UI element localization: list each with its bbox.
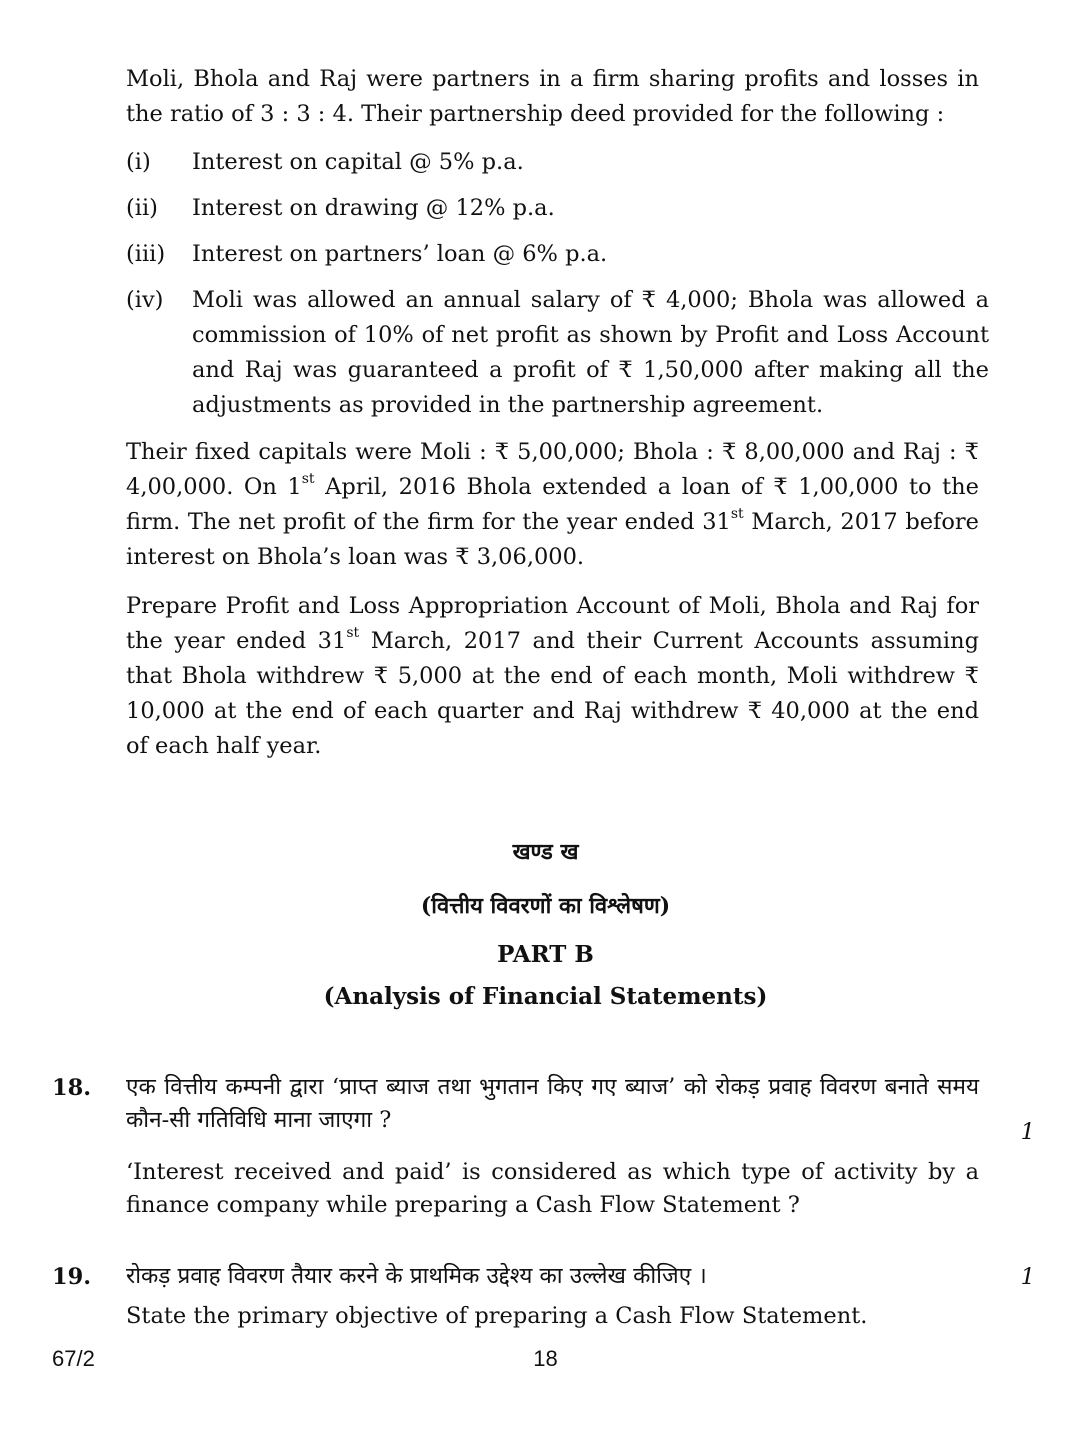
list-item-text: Interest on partners’ loan @ 6% p.a. — [192, 241, 608, 267]
section-title: PART B — [497, 941, 594, 968]
list-item-text: Interest on capital @ 5% p.a. — [192, 149, 524, 175]
question-english-text: ‘Interest received and paid’ is considered as which type of activity by a finance company while preparing a Cash Flow Statement ? — [126, 1159, 979, 1218]
list-item-text: Interest on drawing @ 12% p.a. — [192, 195, 555, 221]
list-item-number: (iv) — [126, 287, 164, 313]
superscript: st — [730, 505, 744, 522]
instruction-text-part: March, 2017 and their Current Accounts assuming that Bhola withdrew ₹ 5,000 at the end of each month, Moli withdrew ₹ 10,000 at the end of each quarter and Raj withdrew ₹ 40,000 at the end of each half year. — [126, 628, 979, 759]
instruction-paragraph — [126, 589, 979, 764]
question-english-text: State the primary objective of preparing a Cash Flow Statement. — [126, 1303, 868, 1329]
list-item-number: (iii) — [126, 241, 166, 267]
section-hindi-subtitle: (वित्तीय विवरणों का विश्लेषण) — [420, 893, 671, 919]
question-number: 18. — [52, 1075, 92, 1101]
capital-text-part: March, 2017 before interest on Bhola’s loan was ₹ 3,06,000. — [126, 509, 979, 570]
capital-text-part: Their fixed capitals were Moli : ₹ 5,00,000; Bhola : ₹ 8,00,000 and Raj : ₹ 4,00,000. On 1 — [126, 439, 979, 500]
section-hindi-title: खण्ड ख — [512, 839, 579, 865]
list-item-text: Moli was allowed an annual salary of ₹ 4,000; Bhola was allowed a commission of 10% of net profit as shown by Profit and Loss Account and Raj was guaranteed a profit of ₹ 1,50,000 after making all the adjustments as provided in the partnership agreement. — [192, 287, 989, 418]
superscript: st — [301, 470, 315, 487]
capital-paragraph — [126, 435, 979, 575]
page-number: 18 — [533, 1346, 558, 1371]
question-marks: 1 — [1020, 1264, 1035, 1290]
list-item-number: (i) — [126, 149, 151, 175]
capital-text-part: April, 2016 Bhola extended a loan of ₹ 1,00,000 to the firm. The net profit of the firm for the year ended 31 — [126, 474, 979, 535]
question-hindi-text: रोकड़ प्रवाह विवरण तैयार करने के प्राथमिक उद्देश्य का उल्लेख कीजिए । — [126, 1263, 707, 1289]
intro-paragraph: Moli, Bhola and Raj were partners in a firm sharing profits and losses in the ratio of 3 : 3 : 4. Their partnership deed provided for the following : — [126, 66, 979, 127]
question-number: 19. — [52, 1264, 92, 1290]
superscript: st — [346, 624, 360, 641]
list-item-number: (ii) — [126, 195, 158, 221]
question-marks: 1 — [1020, 1119, 1035, 1145]
paper-code: 67/2 — [52, 1346, 95, 1371]
instruction-text-part: Prepare Profit and Loss Appropriation Account of Moli, Bhola and Raj for the year ended 31 — [126, 593, 979, 654]
section-subtitle: (Analysis of Financial Statements) — [323, 983, 768, 1010]
question-hindi-text: एक वित्तीय कम्पनी द्वारा ‘प्राप्त ब्याज तथा भुगतान किए गए ब्याज’ को रोकड़ प्रवाह विवरण बनाते समय कौन-सी गतिविधि माना जाएगा ? — [126, 1074, 979, 1133]
